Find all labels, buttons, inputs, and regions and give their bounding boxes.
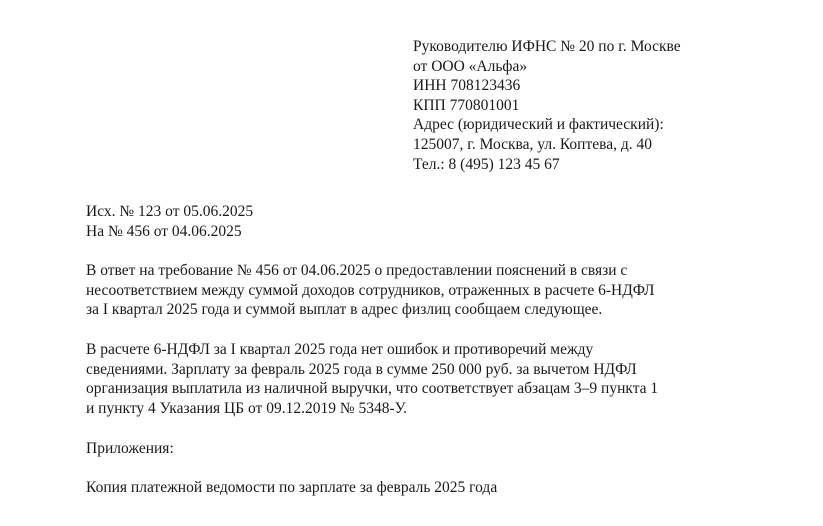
paragraph-line: В ответ на требование № 456 от 04.06.2025 о предоставлении пояснений в связи с	[86, 262, 628, 279]
addressee-line: Тел.: 8 (495) 123 45 67	[413, 155, 560, 173]
attachment-item: Копия платежной ведомости по зарплате за февраль 2025 года	[86, 479, 498, 496]
addressee-block	[413, 37, 681, 174]
incoming-reference: На № 456 от 04.06.2025	[86, 222, 242, 240]
paragraph-line: сведениями. Зарплату за февраль 2025 года в сумме 250 000 руб. за вычетом НДФЛ	[86, 360, 637, 378]
paragraph-line: несоответствием между суммой доходов сотрудников, отраженных в расчете 6-НДФЛ	[86, 281, 655, 299]
reference-block	[86, 202, 253, 241]
body-paragraph-2	[86, 340, 658, 418]
addressee-line: КПП 770801001	[413, 96, 520, 114]
paragraph-line: В расчете 6-НДФЛ за I квартал 2025 года нет ошибок и противоречий между	[86, 341, 594, 358]
addressee-line: Руководителю ИФНС № 20 по г. Москве	[413, 38, 681, 55]
paragraph-line: организация выплатила из наличной выручки, что соответствует абзацам 3–9 пункта 1	[86, 380, 659, 398]
attachments-heading: Приложения:	[86, 440, 174, 457]
body-paragraph-1	[86, 261, 654, 320]
addressee-line: от ООО «Альфа»	[413, 57, 528, 75]
addressee-line: Адрес (юридический и фактический):	[413, 116, 664, 134]
paragraph-line: и пункту 4 Указания ЦБ от 09.12.2019 № 5348-У.	[86, 399, 407, 417]
paragraph-line: за I квартал 2025 года и суммой выплат в адрес физлиц сообщаем следующее.	[86, 301, 603, 319]
outgoing-reference: Исх. № 123 от 05.06.2025	[86, 203, 254, 220]
addressee-line: ИНН 708123436	[413, 77, 521, 95]
addressee-line: 125007, г. Москва, ул. Коптева, д. 40	[413, 135, 652, 153]
